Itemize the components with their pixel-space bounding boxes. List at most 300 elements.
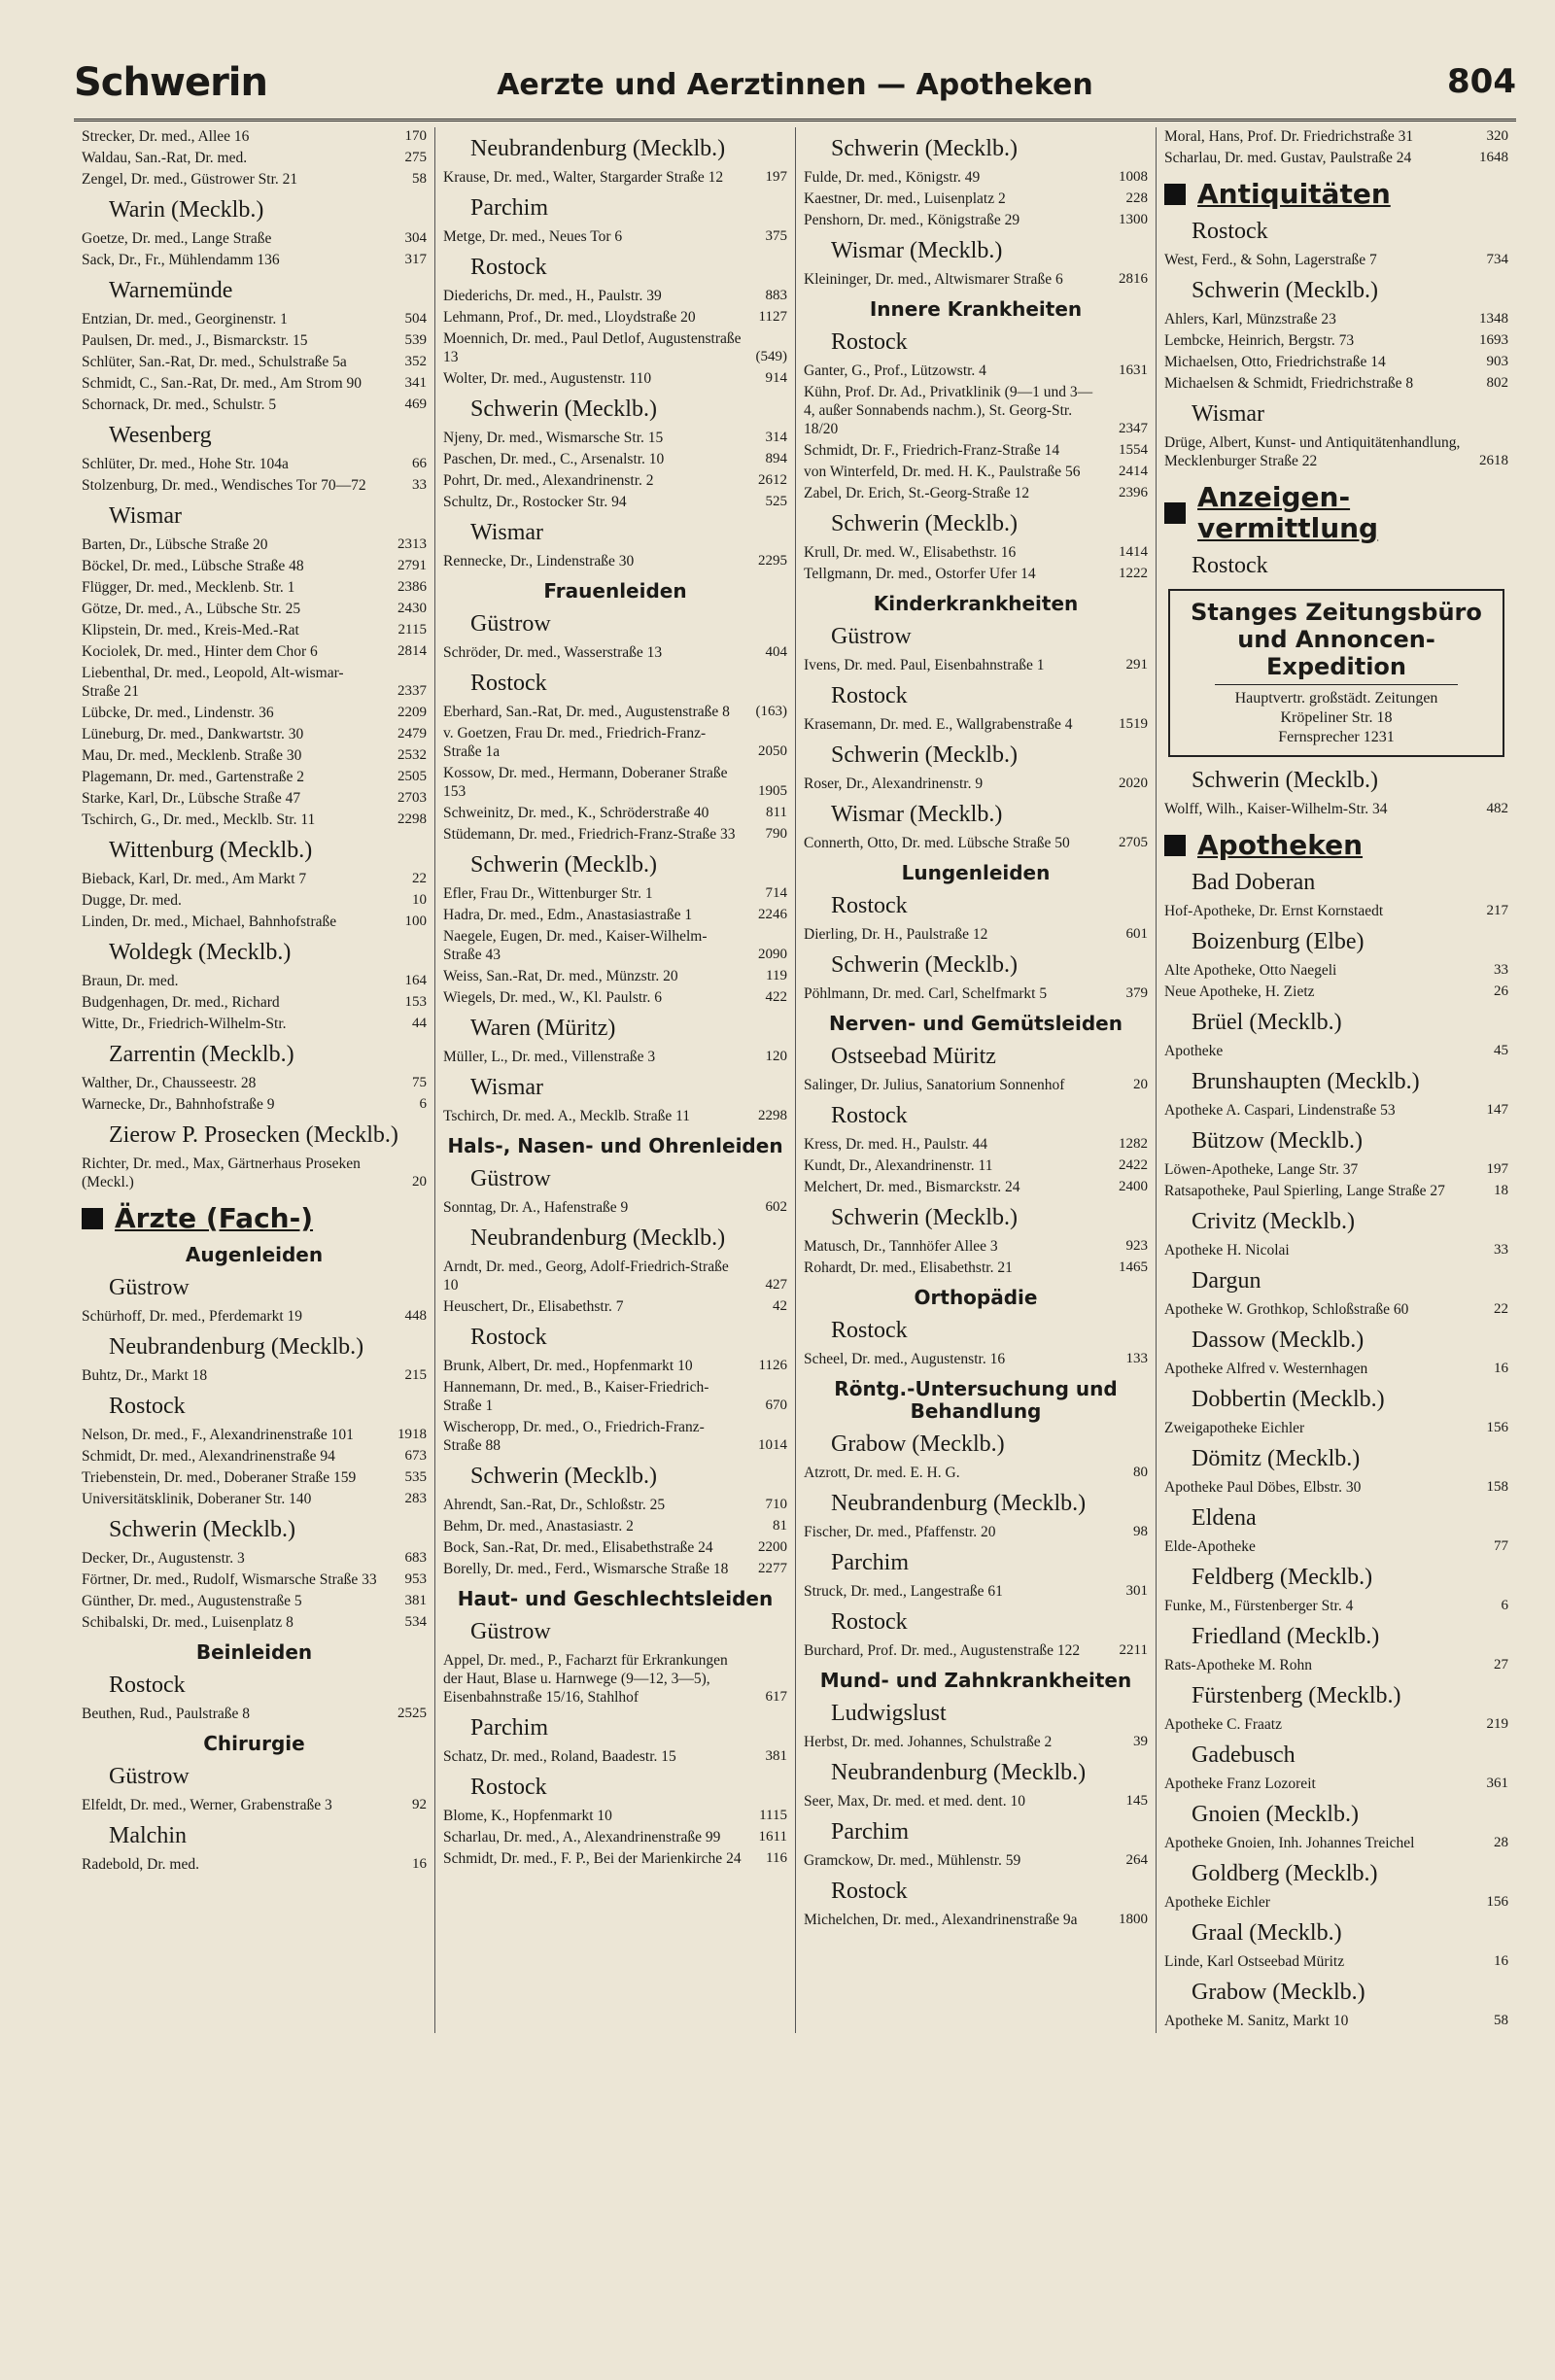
entry-text: Kühn, Prof. Dr. Ad., Privatklinik (9—1 und 3—4, außer Sonnabends nachm.), St. Georg-Str. 18/20 <box>804 384 1093 437</box>
column-2 <box>434 127 795 2033</box>
listing-entry <box>1164 1182 1508 1200</box>
city-heading: Neubrandenburg (Mecklb.) <box>831 1760 1087 1785</box>
listing-entry <box>443 804 787 822</box>
listing-entry <box>82 1426 427 1444</box>
listing-entry <box>443 1198 787 1217</box>
listing-entry <box>82 1549 427 1568</box>
phone-number: 92 <box>412 1797 427 1812</box>
listing-entry <box>82 455 427 473</box>
phone-number: 352 <box>404 354 427 369</box>
listing-entry <box>443 168 787 187</box>
city-heading: Schwerin (Mecklb.) <box>470 1464 657 1489</box>
listing-entry <box>82 535 427 554</box>
entry-text: Scharlau, Dr. med. Gustav, Paulstraße 24 <box>1164 150 1412 166</box>
phone-number: 2295 <box>758 553 787 569</box>
listing-entry <box>1164 1834 1508 1852</box>
listing-entry <box>82 993 427 1012</box>
entry-text: Ahrendt, San.-Rat, Dr., Schloßstr. 25 <box>443 1497 666 1513</box>
phone-number: 6 <box>419 1096 427 1112</box>
city-heading: Rostock <box>109 1394 186 1419</box>
listing-entry <box>1164 1775 1508 1793</box>
phone-number: 2791 <box>397 558 427 573</box>
listing-entry <box>82 353 427 371</box>
listing-entry <box>443 825 787 844</box>
phone-number: 80 <box>1133 1465 1148 1480</box>
phone-number: 923 <box>1125 1238 1148 1254</box>
listing-entry <box>804 1911 1148 1929</box>
phone-number: 58 <box>1494 2013 1508 2028</box>
listing-entry <box>82 913 427 931</box>
phone-number: 10 <box>412 892 427 908</box>
listing-entry <box>82 1307 427 1326</box>
header-title: Aerzte und Aerztinnen — Apotheken <box>497 68 1093 102</box>
specialty-heading: Nerven- und Gemütsleiden <box>829 1012 1123 1035</box>
ad-title: Expedition <box>1265 653 1406 680</box>
phone-number: 2703 <box>397 790 427 806</box>
city-heading: Wittenburg (Mecklb.) <box>109 838 313 863</box>
entry-text: Michaelsen & Schmidt, Friedrichstraße 8 <box>1164 375 1414 392</box>
entry-text: Apotheke W. Grothkop, Schloßstraße 60 <box>1164 1301 1409 1318</box>
listing-entry <box>443 884 787 903</box>
phone-number: 66 <box>412 456 427 471</box>
phone-number: 2020 <box>1119 776 1148 791</box>
city-heading: Neubrandenburg (Mecklb.) <box>831 1491 1087 1516</box>
phone-number: 422 <box>765 989 787 1005</box>
listing-entry <box>1164 331 1508 350</box>
phone-number: 534 <box>404 1614 427 1630</box>
entry-text: Starke, Karl, Dr., Lübsche Straße 47 <box>82 790 301 807</box>
listing-entry <box>443 227 787 246</box>
listing-entry <box>443 1849 787 1868</box>
listing-entry <box>1164 433 1508 470</box>
phone-number: 2277 <box>758 1561 787 1576</box>
entry-text: Scheel, Dr. med., Augustenstr. 16 <box>804 1351 1006 1367</box>
phone-number: 2816 <box>1119 271 1148 287</box>
listing-entry <box>1164 961 1508 980</box>
phone-number: 1348 <box>1479 311 1508 327</box>
phone-number: 18 <box>1494 1183 1508 1198</box>
phone-number: 197 <box>765 169 787 185</box>
listing-entry <box>82 1570 427 1589</box>
page-number: 804 <box>1447 62 1516 101</box>
entry-text: Schmidt, Dr. med., F. P., Bei der Marienkirche 24 <box>443 1850 742 1867</box>
entry-text: Apotheke H. Nicolai <box>1164 1242 1290 1259</box>
city-heading: Rostock <box>470 1775 547 1800</box>
listing-entry <box>82 870 427 888</box>
entry-text: Moennich, Dr. med., Paul Detlof, Augustenstraße 13 <box>443 330 742 365</box>
city-heading: Dobbertin (Mecklb.) <box>1192 1387 1385 1412</box>
entry-text: Michaelsen, Otto, Friedrichstraße 14 <box>1164 354 1386 370</box>
entry-text: Waldau, San.-Rat, Dr. med. <box>82 150 248 166</box>
listing-entry <box>804 1641 1148 1660</box>
listing-entry <box>82 768 427 786</box>
entry-text: Förtner, Dr. med., Rudolf, Wismarsche Straße 33 <box>82 1571 377 1588</box>
entry-text: Arndt, Dr. med., Georg, Adolf-Friedrich-Straße 10 <box>443 1259 729 1293</box>
phone-number: 77 <box>1494 1538 1508 1554</box>
listing-entry <box>1164 902 1508 920</box>
listing-entry <box>443 308 787 327</box>
phone-number: 2618 <box>1479 453 1508 468</box>
specialty-heading: Mund- und Zahnkrankheiten <box>819 1669 1132 1692</box>
square-bullet-icon <box>1164 184 1186 205</box>
listing-entry <box>82 127 427 146</box>
listing-entry <box>443 287 787 305</box>
listing-entry <box>82 1705 427 1723</box>
listing-entry <box>82 149 427 167</box>
phone-number: 133 <box>1125 1351 1148 1366</box>
listing-entry <box>1164 1042 1508 1060</box>
city-heading: Gadebusch <box>1192 1742 1296 1768</box>
entry-text: Behm, Dr. med., Anastasiastr. 2 <box>443 1518 634 1535</box>
phone-number: 33 <box>1494 962 1508 978</box>
category-title: Ärzte (Fach-) <box>115 1202 314 1234</box>
listing-entry <box>1164 1537 1508 1556</box>
specialty-heading: Augenleiden <box>185 1243 324 1266</box>
city-heading: Woldegk (Mecklb.) <box>109 940 292 965</box>
phone-number: 22 <box>1494 1301 1508 1317</box>
phone-number: 427 <box>765 1277 787 1293</box>
listing-entry <box>804 565 1148 583</box>
phone-number: 2050 <box>758 743 787 759</box>
city-heading: Rostock <box>470 671 547 696</box>
entry-text: Müller, L., Dr. med., Villenstraße 3 <box>443 1049 656 1065</box>
phone-number: 539 <box>404 332 427 348</box>
entry-text: Apotheke Franz Lozoreit <box>1164 1776 1316 1792</box>
phone-number: 283 <box>404 1491 427 1506</box>
listing-entry <box>443 1560 787 1578</box>
entry-text: West, Ferd., & Sohn, Lagerstraße 7 <box>1164 252 1377 268</box>
city-heading: Wismar (Mecklb.) <box>831 238 1003 263</box>
phone-number: 482 <box>1486 801 1508 816</box>
entry-text: Melchert, Dr. med., Bismarckstr. 24 <box>804 1179 1020 1195</box>
city-heading: Waren (Müritz) <box>470 1016 616 1041</box>
entry-text: Decker, Dr., Augustenstr. 3 <box>82 1550 245 1567</box>
entry-text: Kossow, Dr. med., Hermann, Doberaner Straße 153 <box>443 765 728 800</box>
phone-number: 2090 <box>758 947 787 962</box>
phone-number: 1800 <box>1119 1912 1148 1927</box>
listing-entry <box>804 834 1148 852</box>
phone-number: 2414 <box>1119 464 1148 479</box>
entry-text: Lehmann, Prof., Dr. med., Lloydstraße 20 <box>443 309 696 326</box>
city-heading: Wismar <box>109 503 183 529</box>
entry-text: Schürhoff, Dr. med., Pferdemarkt 19 <box>82 1308 302 1325</box>
phone-number: 2705 <box>1119 835 1148 850</box>
entry-text: Schröder, Dr. med., Wasserstraße 13 <box>443 644 663 661</box>
specialty-heading: Lungenleiden <box>901 861 1051 884</box>
listing-entry <box>82 664 427 701</box>
phone-number: 217 <box>1486 903 1508 918</box>
city-heading: Schwerin (Mecklb.) <box>831 511 1018 536</box>
listing-entry <box>82 1155 427 1191</box>
phone-number: 714 <box>765 885 787 901</box>
entry-text: Funke, M., Fürstenberger Str. 4 <box>1164 1598 1354 1614</box>
city-heading: Güstrow <box>470 1166 551 1191</box>
entry-text: Apotheke <box>1164 1043 1224 1059</box>
city-heading: Graal (Mecklb.) <box>1192 1920 1342 1946</box>
phone-number: 2298 <box>758 1108 787 1123</box>
listing-entry <box>1164 1478 1508 1497</box>
phone-number: 883 <box>765 288 787 303</box>
listing-entry <box>82 600 427 618</box>
phone-number: 301 <box>1125 1583 1148 1599</box>
phone-number: 275 <box>404 150 427 165</box>
entry-text: Richter, Dr. med., Max, Gärtnerhaus Proseken (Meckl.) <box>82 1156 361 1190</box>
phone-number: 264 <box>1125 1852 1148 1868</box>
phone-number: 44 <box>412 1016 427 1031</box>
city-heading: Güstrow <box>470 611 551 637</box>
listing-entry <box>82 746 427 765</box>
phone-number: 469 <box>404 397 427 412</box>
phone-number: 2612 <box>758 472 787 488</box>
listing-entry <box>443 1258 787 1294</box>
city-heading: Güstrow <box>470 1619 551 1644</box>
entry-text: Hadra, Dr. med., Edm., Anastasiastraße 1 <box>443 907 693 923</box>
phone-number: 1282 <box>1119 1136 1148 1152</box>
phone-number: 81 <box>773 1518 787 1534</box>
listing-entry <box>1164 2012 1508 2030</box>
listing-entry <box>443 369 787 388</box>
city-heading: Rostock <box>831 1609 908 1635</box>
listing-entry <box>804 1259 1148 1277</box>
listing-entry <box>1164 127 1508 146</box>
listing-entry <box>804 463 1148 481</box>
entry-text: Linden, Dr. med., Michael, Bahnhofstraße <box>82 914 337 930</box>
entry-text: Schlüter, Dr. med., Hohe Str. 104a <box>82 456 289 472</box>
city-heading: Brunshaupten (Mecklb.) <box>1192 1069 1420 1094</box>
city-heading: Wismar <box>1192 401 1265 427</box>
entry-text: Zabel, Dr. Erich, St.-Georg-Straße 12 <box>804 485 1030 501</box>
listing-entry <box>443 1807 787 1825</box>
listing-entry <box>804 190 1148 208</box>
city-heading: Schwerin (Mecklb.) <box>831 136 1018 161</box>
entry-text: Pohrt, Dr. med., Alexandrinenstr. 2 <box>443 472 654 489</box>
city-heading: Dassow (Mecklb.) <box>1192 1328 1365 1353</box>
category-title: Apotheken <box>1197 829 1364 861</box>
phone-number: 2347 <box>1119 421 1148 436</box>
phone-number: 673 <box>404 1448 427 1464</box>
phone-number: 2396 <box>1119 485 1148 500</box>
listing-entry <box>82 310 427 328</box>
entry-text: Apotheke M. Sanitz, Markt 10 <box>1164 2013 1349 2029</box>
phone-number: 291 <box>1125 657 1148 673</box>
listing-entry <box>443 906 787 924</box>
listing-entry <box>443 967 787 985</box>
listing-entry <box>1164 1419 1508 1437</box>
listing-entry <box>82 476 427 495</box>
phone-number: 33 <box>1494 1242 1508 1258</box>
phone-number: 16 <box>1494 1953 1508 1969</box>
phone-number: 802 <box>1486 375 1508 391</box>
city-heading: Malchin <box>109 1823 187 1848</box>
entry-text: Flügger, Dr. med., Mecklenb. Str. 1 <box>82 579 295 596</box>
entry-text: Wolter, Dr. med., Augustenstr. 110 <box>443 370 652 387</box>
entry-text: Böckel, Dr. med., Lübsche Straße 48 <box>82 558 304 574</box>
listing-entry <box>804 1582 1148 1601</box>
listing-entry <box>82 1366 427 1385</box>
city-heading: Grabow (Mecklb.) <box>831 1431 1005 1457</box>
category-heading <box>1164 179 1508 210</box>
entry-text: Schmidt, Dr. med., Alexandrinenstraße 94 <box>82 1448 335 1465</box>
city-heading: Warin (Mecklb.) <box>109 197 264 223</box>
phone-number: 525 <box>765 494 787 509</box>
phone-number: 147 <box>1486 1102 1508 1118</box>
listing-entry <box>443 1651 787 1707</box>
category-title: Anzeigen-vermittlung <box>1197 481 1379 544</box>
entry-text: v. Goetzen, Frau Dr. med., Friedrich-Franz-Straße 1a <box>443 725 707 760</box>
entry-text: Ivens, Dr. med. Paul, Eisenbahnstraße 1 <box>804 657 1045 673</box>
entry-text: Struck, Dr. med., Langestraße 61 <box>804 1583 1003 1600</box>
listing-entry <box>443 552 787 570</box>
listing-entry <box>1164 1656 1508 1674</box>
phone-number: 1014 <box>758 1437 787 1453</box>
listing-entry <box>82 1592 427 1610</box>
entry-text: Wolff, Wilh., Kaiser-Wilhelm-Str. 34 <box>1164 801 1388 817</box>
listing-entry <box>1164 1160 1508 1179</box>
entry-text: Sonntag, Dr. A., Hafenstraße 9 <box>443 1199 629 1216</box>
page-header <box>74 60 1516 121</box>
listing-entry <box>804 484 1148 502</box>
listing-entry <box>804 168 1148 187</box>
column-1 <box>74 127 434 2033</box>
entry-text: Schatz, Dr. med., Roland, Baadestr. 15 <box>443 1748 676 1765</box>
entry-text: Sack, Dr., Fr., Mühlendamm 136 <box>82 252 280 268</box>
specialty-heading: Beinleiden <box>195 1640 313 1664</box>
listing-entry <box>1164 1715 1508 1734</box>
listing-entry <box>804 1464 1148 1482</box>
city-heading: Boizenburg (Elbe) <box>1192 929 1365 954</box>
listing-entry <box>82 1490 427 1508</box>
listing-entry <box>804 1350 1148 1368</box>
entry-text: Elfeldt, Dr. med., Werner, Grabenstraße 3 <box>82 1797 332 1813</box>
phone-number: 1126 <box>758 1358 787 1373</box>
listing-entry <box>804 715 1148 734</box>
city-heading: Schwerin (Mecklb.) <box>831 742 1018 768</box>
listing-entry <box>1164 1241 1508 1259</box>
entry-text: Plagemann, Dr. med., Gartenstraße 2 <box>82 769 304 785</box>
entry-text: von Winterfeld, Dr. med. H. K., Paulstraße 56 <box>804 464 1081 480</box>
phone-number: 27 <box>1494 1657 1508 1673</box>
entry-text: Ahlers, Karl, Münzstraße 23 <box>1164 311 1336 328</box>
city-heading: Bad Doberan <box>1192 870 1316 895</box>
entry-text: Hannemann, Dr. med., B., Kaiser-Friedrich-Straße 1 <box>443 1379 709 1414</box>
phone-number: 1611 <box>758 1829 787 1845</box>
phone-number: 734 <box>1486 252 1508 267</box>
phone-number: 381 <box>404 1593 427 1608</box>
city-heading: Rostock <box>470 1325 547 1350</box>
phone-number: 228 <box>1125 190 1148 206</box>
city-heading: Schwerin (Mecklb.) <box>831 1205 1018 1230</box>
phone-number: 2313 <box>397 536 427 552</box>
listing-entry <box>82 251 427 269</box>
listing-entry <box>82 1468 427 1487</box>
listing-entry <box>1164 1101 1508 1120</box>
phone-number: 1222 <box>1119 566 1148 581</box>
entry-text: Fischer, Dr. med., Pfaffenstr. 20 <box>804 1524 996 1540</box>
entry-text: Burchard, Prof. Dr. med., Augustenstraße 122 <box>804 1642 1081 1659</box>
entry-text: Pöhlmann, Dr. med. Carl, Schelfmarkt 5 <box>804 985 1048 1002</box>
phone-number: 156 <box>1486 1894 1508 1910</box>
entry-text: Fulde, Dr. med., Königstr. 49 <box>804 169 981 186</box>
phone-number: 2115 <box>397 622 427 638</box>
header-city: Schwerin <box>74 60 267 105</box>
entry-text: Goetze, Dr. med., Lange Straße <box>82 230 272 247</box>
entry-text: Universitätsklinik, Doberaner Str. 140 <box>82 1491 312 1507</box>
city-heading: Schwerin (Mecklb.) <box>470 397 657 422</box>
listing-entry <box>443 703 787 721</box>
entry-text: Barten, Dr., Lübsche Straße 20 <box>82 536 268 553</box>
listing-entry <box>443 1496 787 1514</box>
entry-text: Moral, Hans, Prof. Dr. Friedrichstraße 31 <box>1164 128 1414 145</box>
entry-text: Krasemann, Dr. med. E., Wallgrabenstraße 4 <box>804 716 1073 733</box>
listing-entry <box>804 383 1148 438</box>
category-title: Antiquitäten <box>1197 178 1391 210</box>
entry-text: Schornack, Dr. med., Schulstr. 5 <box>82 397 277 413</box>
phone-number: 448 <box>404 1308 427 1324</box>
listing-entry <box>82 704 427 722</box>
city-heading: Rostock <box>831 1879 908 1904</box>
entry-text: Brunk, Albert, Dr. med., Hopfenmarkt 10 <box>443 1358 693 1374</box>
phone-number: 1115 <box>759 1808 787 1823</box>
specialty-heading: Frauenleiden <box>543 579 687 603</box>
listing-entry <box>443 1538 787 1557</box>
listing-entry <box>443 1048 787 1066</box>
entry-text: Beuthen, Rud., Paulstraße 8 <box>82 1706 251 1722</box>
phone-number: 119 <box>766 968 787 983</box>
phone-number: 98 <box>1133 1524 1148 1539</box>
city-heading: Zarrentin (Mecklb.) <box>109 1042 294 1067</box>
phone-number: 20 <box>1133 1077 1148 1092</box>
entry-text: Diederichs, Dr. med., H., Paulstr. 39 <box>443 288 662 304</box>
city-heading: Warnemünde <box>109 278 233 303</box>
phone-number: 33 <box>412 477 427 493</box>
city-heading: Schwerin (Mecklb.) <box>831 952 1018 978</box>
phone-number: 2211 <box>1119 1642 1148 1658</box>
listing-entry <box>443 329 787 366</box>
entry-text: Roser, Dr., Alexandrinenstr. 9 <box>804 776 984 792</box>
entry-text: Kaestner, Dr. med., Luisenplatz 2 <box>804 190 1006 207</box>
city-heading: Zierow P. Prosecken (Mecklb.) <box>109 1122 398 1148</box>
city-heading: Güstrow <box>831 624 912 649</box>
city-heading: Goldberg (Mecklb.) <box>1192 1861 1378 1886</box>
city-heading: Wismar (Mecklb.) <box>831 802 1003 827</box>
listing-entry <box>1164 1893 1508 1912</box>
entry-text: Kociolek, Dr. med., Hinter dem Chor 6 <box>82 643 318 660</box>
entry-text: Schlüter, San.-Rat, Dr. med., Schulstraße 5a <box>82 354 347 370</box>
listing-entry <box>1164 1952 1508 1971</box>
city-heading: Parchim <box>831 1819 909 1845</box>
listing-entry <box>804 775 1148 793</box>
city-heading: Güstrow <box>109 1275 190 1300</box>
city-heading: Brüel (Mecklb.) <box>1192 1010 1342 1035</box>
ad-title: und Annoncen- <box>1237 626 1435 653</box>
listing-entry <box>804 362 1148 380</box>
entry-text: Bieback, Karl, Dr. med., Am Markt 7 <box>82 871 307 887</box>
city-heading: Rostock <box>1192 219 1268 244</box>
listing-entry <box>443 1297 787 1316</box>
listing-entry <box>804 1135 1148 1154</box>
entry-text: Liebenthal, Dr. med., Leopold, Alt-wismar-Straße 21 <box>82 665 344 700</box>
phone-number: 1918 <box>397 1427 427 1442</box>
phone-number: (549) <box>755 349 787 364</box>
phone-number: 1693 <box>1479 332 1508 348</box>
city-heading: Crivitz (Mecklb.) <box>1192 1209 1355 1234</box>
entry-text: Krause, Dr. med., Walter, Stargarder Straße 12 <box>443 169 724 186</box>
ad-text: Hauptvertr. großstädt. Zeitungen <box>1234 690 1438 707</box>
city-heading: Rostock <box>831 329 908 355</box>
entry-text: Borelly, Dr. med., Ferd., Wismarsche Straße 18 <box>443 1561 729 1577</box>
entry-text: Rennecke, Dr., Lindenstraße 30 <box>443 553 635 569</box>
city-heading: Rostock <box>831 683 908 708</box>
